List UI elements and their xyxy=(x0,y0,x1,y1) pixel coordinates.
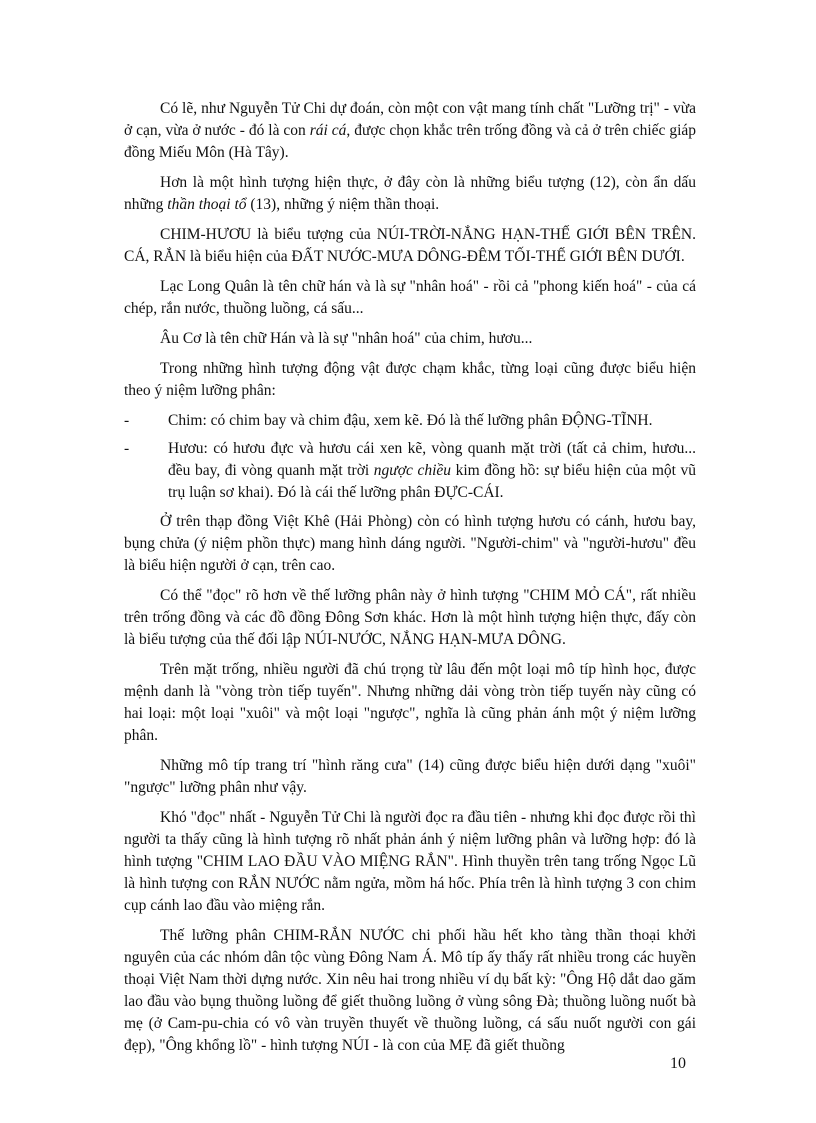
paragraph: Âu Cơ là tên chữ Hán và là sự "nhân hoá" của chim, hươu... xyxy=(160,330,533,347)
bullet-list xyxy=(124,410,696,504)
paragraph: Trong những hình tượng động vật được chạm khắc, từng loại cũng được biểu hiện theo ý niệm lưỡng phân: xyxy=(124,360,696,399)
page-number: 10 xyxy=(670,1055,686,1072)
paragraph: Trên mặt trống, nhiều người đã chú trọng từ lâu đến một loại mô típ hình học, được mệnh danh là "vòng tròn tiếp tuyến". Nhưng những dải vòng tròn tiếp tuyến này cũng có hai loại: một loại "xuôi" và một loại "ngược", nghĩa là cũng phản ánh một ý niệm lưỡng phân. xyxy=(124,661,696,744)
paragraph: Khó "đọc" nhất - Nguyễn Tử Chi là người đọc ra đầu tiên - nhưng khi đọc được rồi thì người ta thấy cũng là hình tượng rõ nhất phản ánh ý niệm lưỡng phân và lưỡng hợp: đó là hình tượng "CHIM LAO ĐẦU VÀO MIỆNG RẮN". Hình thuyền trên tang trống Ngọc Lũ là hình tượng con RẮN NƯỚC nằm ngửa, mồm há hốc. Phía trên là hình tượng 3 con chim cụp cánh lao đầu vào miệng rắn. xyxy=(124,809,696,914)
dash-marker: - xyxy=(124,412,130,429)
body-text xyxy=(124,98,696,1065)
paragraph: Có thể "đọc" rõ hơn về thế lưỡng phân này ở hình tượng "CHIM MỎ CÁ", rất nhiều trên trống đồng và các đồ đồng Đông Sơn khác. Hơn là một hình tượng hiện thực, đấy còn là biểu tượng của thế đối lập NÚI-NƯỚC, NẮNG HẠN-MƯA DÔNG. xyxy=(124,587,696,648)
italic-term: thần thoại tổ xyxy=(167,196,247,213)
paragraph: Hơn là một hình tượng hiện thực, ở đây còn là những biểu tượng (12), còn ẩn dấu những thần thoại tổ (13), những ý niệm thần thoại. xyxy=(124,174,696,213)
paragraph: Có lẽ, như Nguyễn Tử Chi dự đoán, còn một con vật mang tính chất "Lưỡng trị" - vừa ở cạn, vừa ở nước - đó là con rái cá, được chọn khắc trên trống đồng và cả ở trên chiếc giáp đồng Miếu Môn (Hà Tây). xyxy=(124,100,697,161)
paragraph: Ở trên thạp đồng Việt Khê (Hải Phòng) còn có hình tượng hươu có cánh, hươu bay, bụng chửa (ý niệm phồn thực) mang hình dáng người. "Người-chim" và "người-hươu" đều là biểu hiện người ở cạn, trên cao. xyxy=(124,513,696,574)
italic-term: rái cá xyxy=(309,122,347,139)
paragraph: Thế lưỡng phân CHIM-RẮN NƯỚC chi phối hầu hết kho tàng thần thoại khởi nguyên của các nhóm dân tộc vùng Đông Nam Á. Mô típ ấy thấy rất nhiều trong các huyền thoại Việt Nam thời dựng nước. Xin nêu hai trong nhiều ví dụ bất kỳ: "Ông Hộ dắt dao găm lao đầu vào bụng thuồng luồng để giết thuồng luồng ở vùng sông Đà; thuồng luồng nuốt bà mẹ (ở Cam-pu-chia có vô vàn truyền thuyết về thuồng luồng, cá sấu nuốt người con gái đẹp), "Ông khổng lồ" - hình tượng NÚI - là con của MẸ đã giết thuồng xyxy=(124,927,696,1054)
paragraph: Lạc Long Quân là tên chữ hán và là sự "nhân hoá" - rồi cả "phong kiến hoá" - của cá chép, rắn nước, thuồng luồng, cá sấu... xyxy=(124,278,696,317)
list-item: - Chim: có chim bay và chim đậu, xem kẽ. Đó là thế lưỡng phân ĐỘNG-TĨNH. xyxy=(124,410,696,432)
paragraph: CHIM-HƯƠU là biểu tượng của NÚI-TRỜI-NẮNG HẠN-THẾ GIỚI BÊN TRÊN. CÁ, RẮN là biểu hiện của ĐẤT NƯỚC-MƯA DÔNG-ĐÊM TỐI-THẾ GIỚI BÊN DƯỚI. xyxy=(124,226,696,265)
paragraph: Những mô típ trang trí "hình răng cưa" (14) cũng được biểu hiện dưới dạng "xuôi" "ngược" lưỡng phân như vậy. xyxy=(124,757,696,796)
italic-term: ngược chiều xyxy=(373,462,452,479)
list-item: - Hươu: có hươu đực và hươu cái xen kẽ, vòng quanh mặt trời (tất cả chim, hươu... đều bay, đi vòng quanh mặt trời ngược chiều kim đồng hồ: sự biểu hiện của một vũ trụ luận sơ khai). Đó là cái thế lưỡng phân ĐỰC-CÁI. xyxy=(124,440,697,501)
dash-marker: - xyxy=(124,440,130,457)
